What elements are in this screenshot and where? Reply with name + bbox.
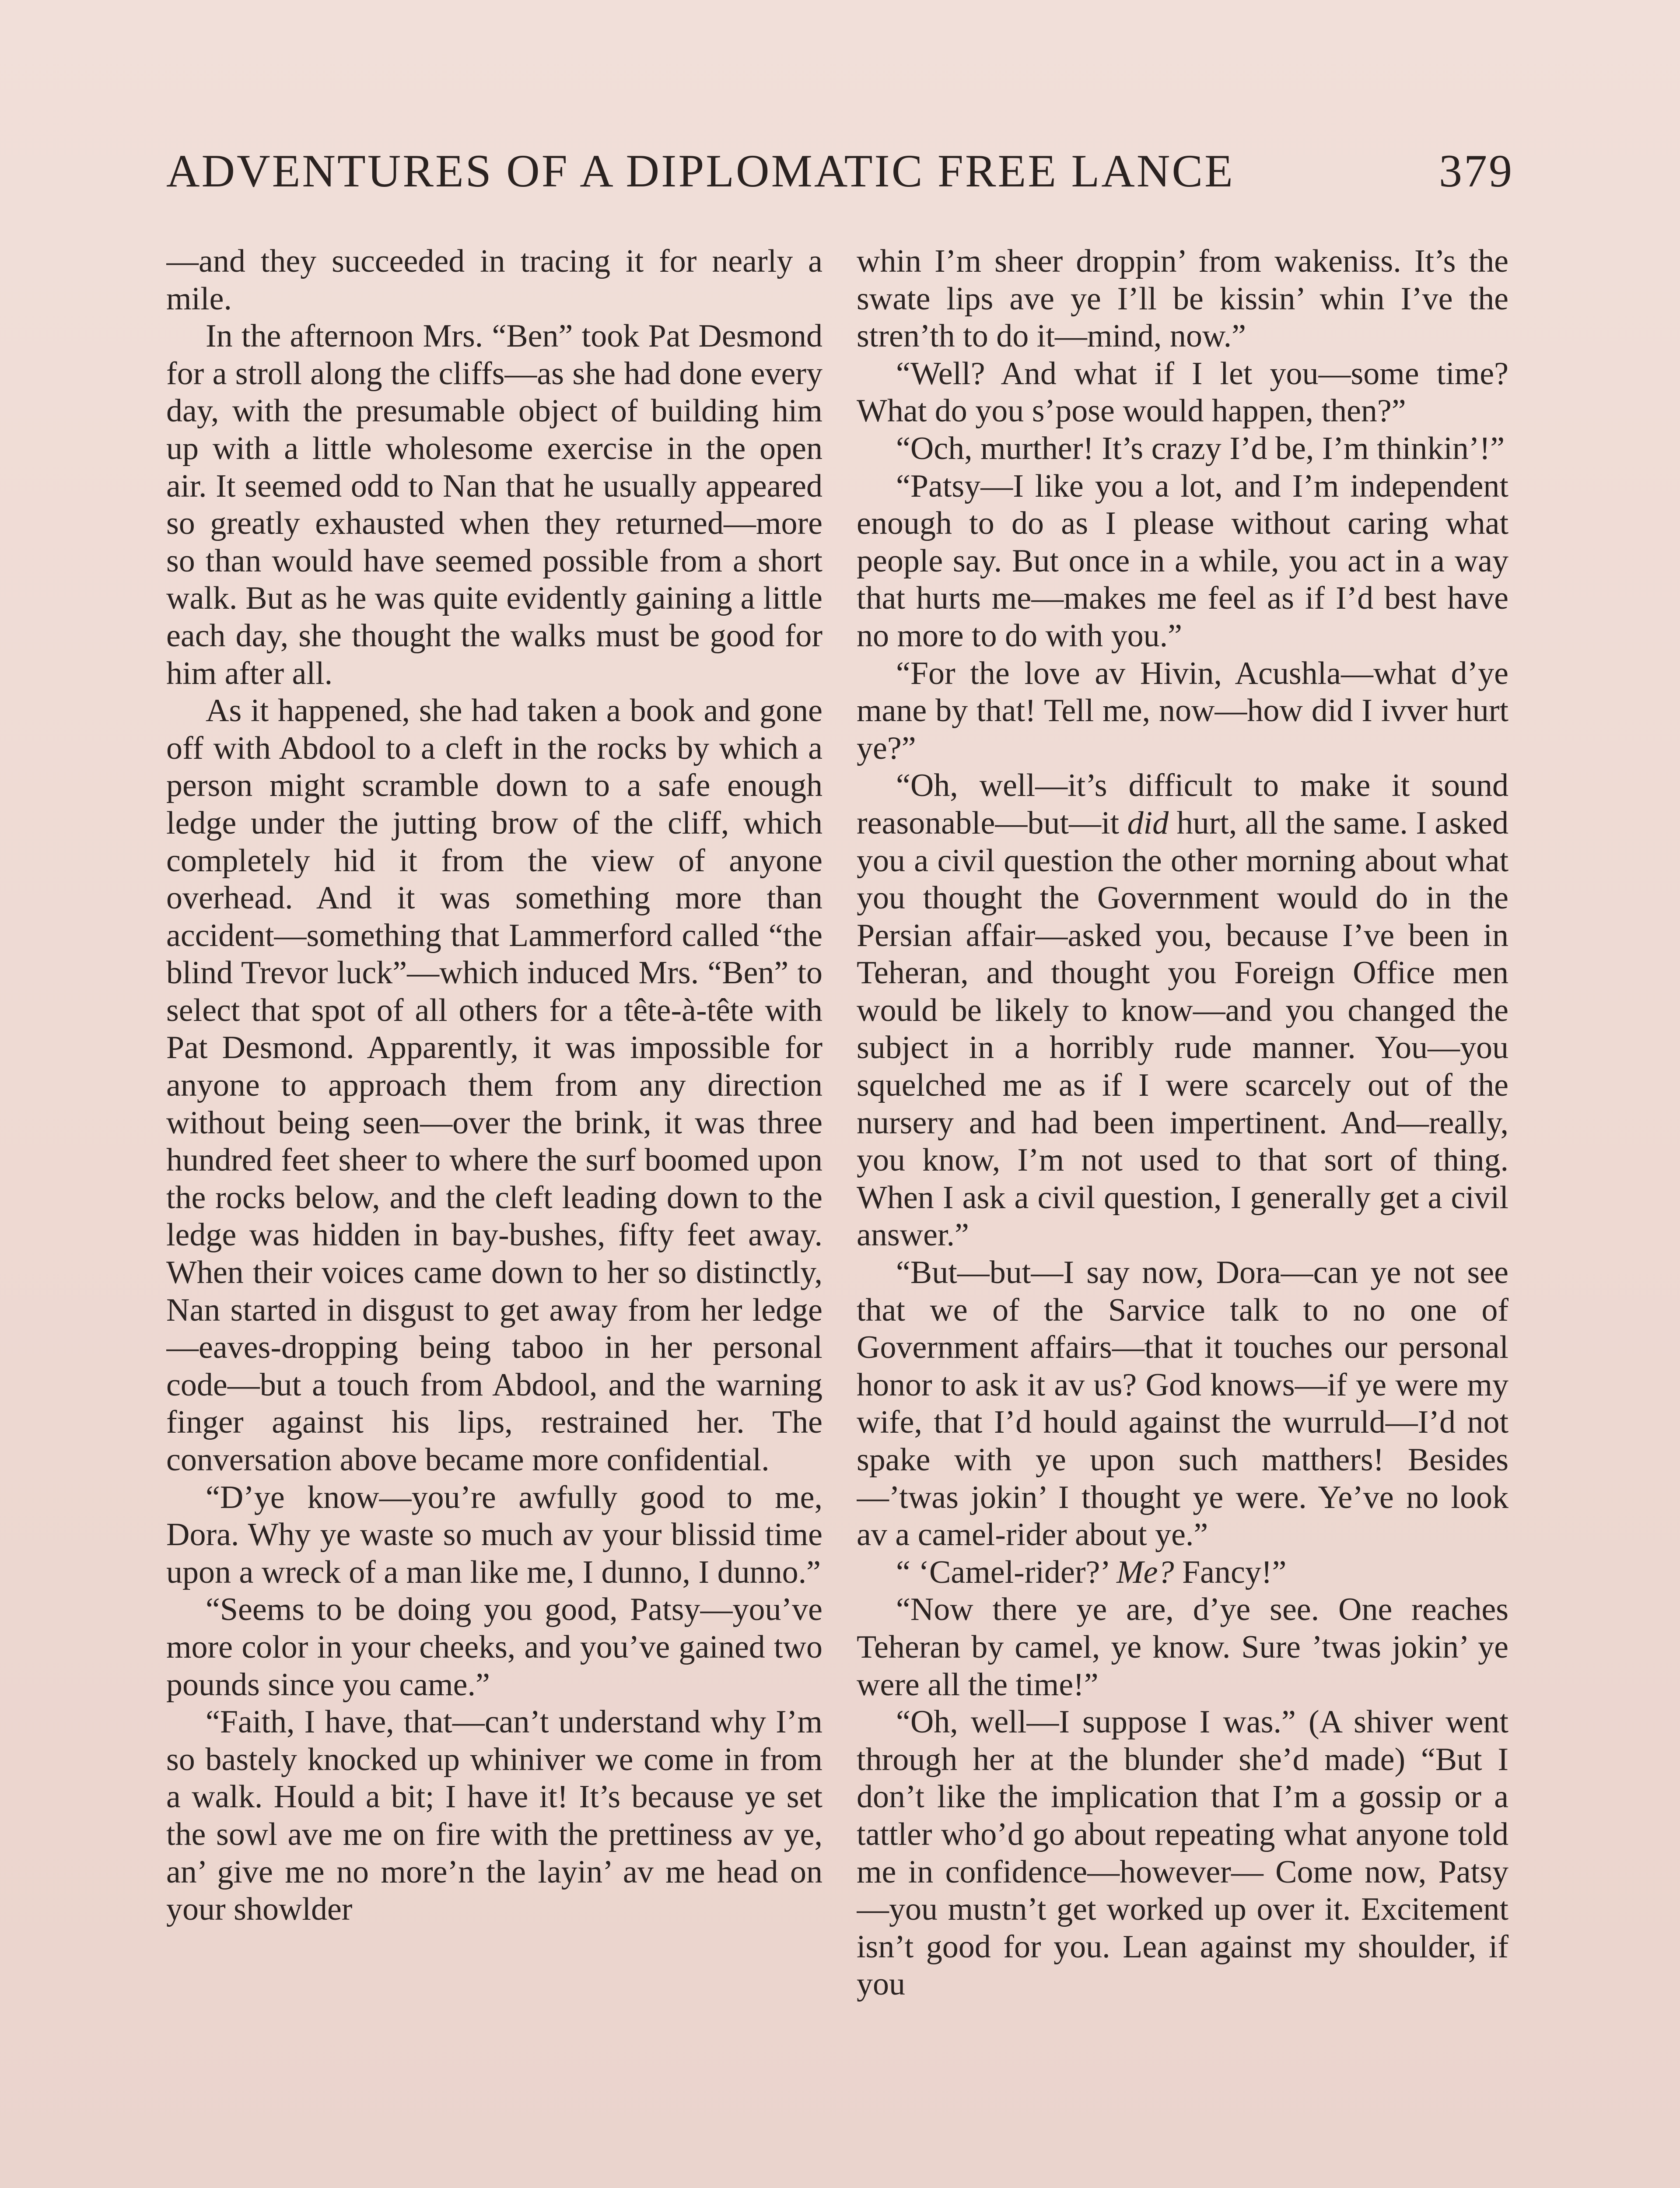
paragraph: “Seems to be doing you good, Patsy—you’ve more color in your cheeks, and you’ve gained two pounds since you came.”: [166, 1592, 822, 1703]
emphasis: did: [1127, 805, 1169, 841]
text-run: “ ‘Camel-rider?’: [896, 1554, 1116, 1590]
paragraph: “D’ye know—you’re awfully good to me, Dora. Why ye waste so much av your blissid time upon a wreck of a man like me, I dunno, I dunno.”: [166, 1479, 822, 1590]
running-header: [166, 144, 1514, 206]
paragraph: whin I’m sheer droppin’ from wakeniss. It’s the swate lips ave ye I’ll be kissin’ whin I’ve the stren’th to do it—mind, now.”: [857, 243, 1508, 354]
paragraph: “But—but—I say now, Dora—can ye not see that we of the Sarvice talk to no one of Government affairs—that it touches our personal honor to ask it av us? God knows—if ye were my wife, that I’d hould against the wurruld—I’d not spake with ye upon such matthers! Besides—’twas jokin’ I thought ye were. Ye’ve no look av a camel-rider about ye.”: [857, 1255, 1508, 1553]
paragraph: “Patsy—I like you a lot, and I’m independent enough to do as I please without caring what people say. But once in a while, you act in a way that hurts me—makes me feel as if I’d best have no more to do with you.”: [857, 468, 1508, 654]
emphasis: Me?: [1116, 1554, 1174, 1590]
paragraph: “For the love av Hivin, Acushla—what d’ye mane by that! Tell me, now—how did I ivver hurt ye?”: [857, 655, 1508, 766]
page-title: ADVENTURES OF A DIPLOMATIC FREE LANCE: [166, 145, 1235, 196]
paragraph: [857, 1554, 1508, 1592]
text-run: hurt, all the same. I asked you a civil question the other morning about what you thought the Government would do in the Persian affair—asked you, because I’ve been in Teheran, and thought you Foreign Office men would be likely to know—and you changed the subject in a horribly rude manner. You—you squelched me as if I were scarcely out of the nursery and had been impertinent. And—really, you know, I’m not used to that sort of thing. When I ask a civil question, I generally get a civil answer.”: [857, 805, 1508, 1253]
left-column: [166, 243, 822, 2188]
paragraph: [857, 767, 1508, 1254]
paragraph: —and they succeeded in tracing it for nearly a mile.: [166, 243, 822, 317]
paragraph: As it happened, she had taken a book and gone off with Abdool to a cleft in the rocks by which a person might scramble down to a safe enough ledge under the jutting brow of the cliff, which completely hid it from the view of anyone overhead. And it was something more than accident—something that Lammerford called “the blind Trevor luck”—which induced Mrs. “Ben” to select that spot of all others for a tête-à-tête with Pat Desmond. Apparently, it was impossible for anyone to approach them from any direction without being seen—over the brink, it was three hundred feet sheer to where the surf boomed upon the rocks below, and the cleft leading down to the ledge was hidden in bay-bushes, fifty feet away. When their voices came down to her so distinctly, Nan started in disgust to get away from her ledge—eaves-dropping being taboo in her personal code—but a touch from Abdool, and the warning finger against his lips, restrained her. The conversation above became more confidential.: [166, 693, 822, 1478]
page-number: 379: [1439, 145, 1514, 196]
paragraph: “Faith, I have, that—can’t understand why I’m so bastely knocked up whiniver we come in from a walk. Hould a bit; I have it! It’s because ye set the sowl ave me on fire with the prettiness av ye, an’ give me no more’n the layin’ av me head on your showlder: [166, 1704, 822, 1928]
text-run: Fancy!”: [1174, 1554, 1287, 1590]
right-column: [857, 243, 1508, 2188]
paragraph: “Och, murther! It’s crazy I’d be, I’m thinkin’!”: [896, 430, 1505, 466]
text-run: “Oh, well—it’s difficult to make it sound reasonable—but—it: [857, 768, 1508, 841]
paragraph: “Now there ye are, d’ye see. One reaches Teheran by camel, ye know. Sure ’twas jokin’ ye were all the time!”: [857, 1592, 1508, 1703]
paragraph: In the afternoon Mrs. “Ben” took Pat Desmond for a stroll along the cliffs—as she had done every day, with the presumable object of building him up with a little wholesome exercise in the open air. It seemed odd to Nan that he usually appeared so greatly exhausted when they returned—more so than would have seemed possible from a short walk. But as he was quite evidently gaining a little each day, she thought the walks must be good for him after all.: [166, 318, 822, 691]
paragraph: “Well? And what if I let you—some time? What do you s’pose would happen, then?”: [857, 355, 1508, 429]
paragraph: “Oh, well—I suppose I was.” (A shiver went through her at the blunder she’d made) “But I don’t like the implication that I’m a gossip or a tattler who’d go about repeating what anyone told me in confidence—however— Come now, Patsy—you mustn’t get worked up over it. Excitement isn’t good for you. Lean against my shoulder, if you: [857, 1704, 1508, 2002]
